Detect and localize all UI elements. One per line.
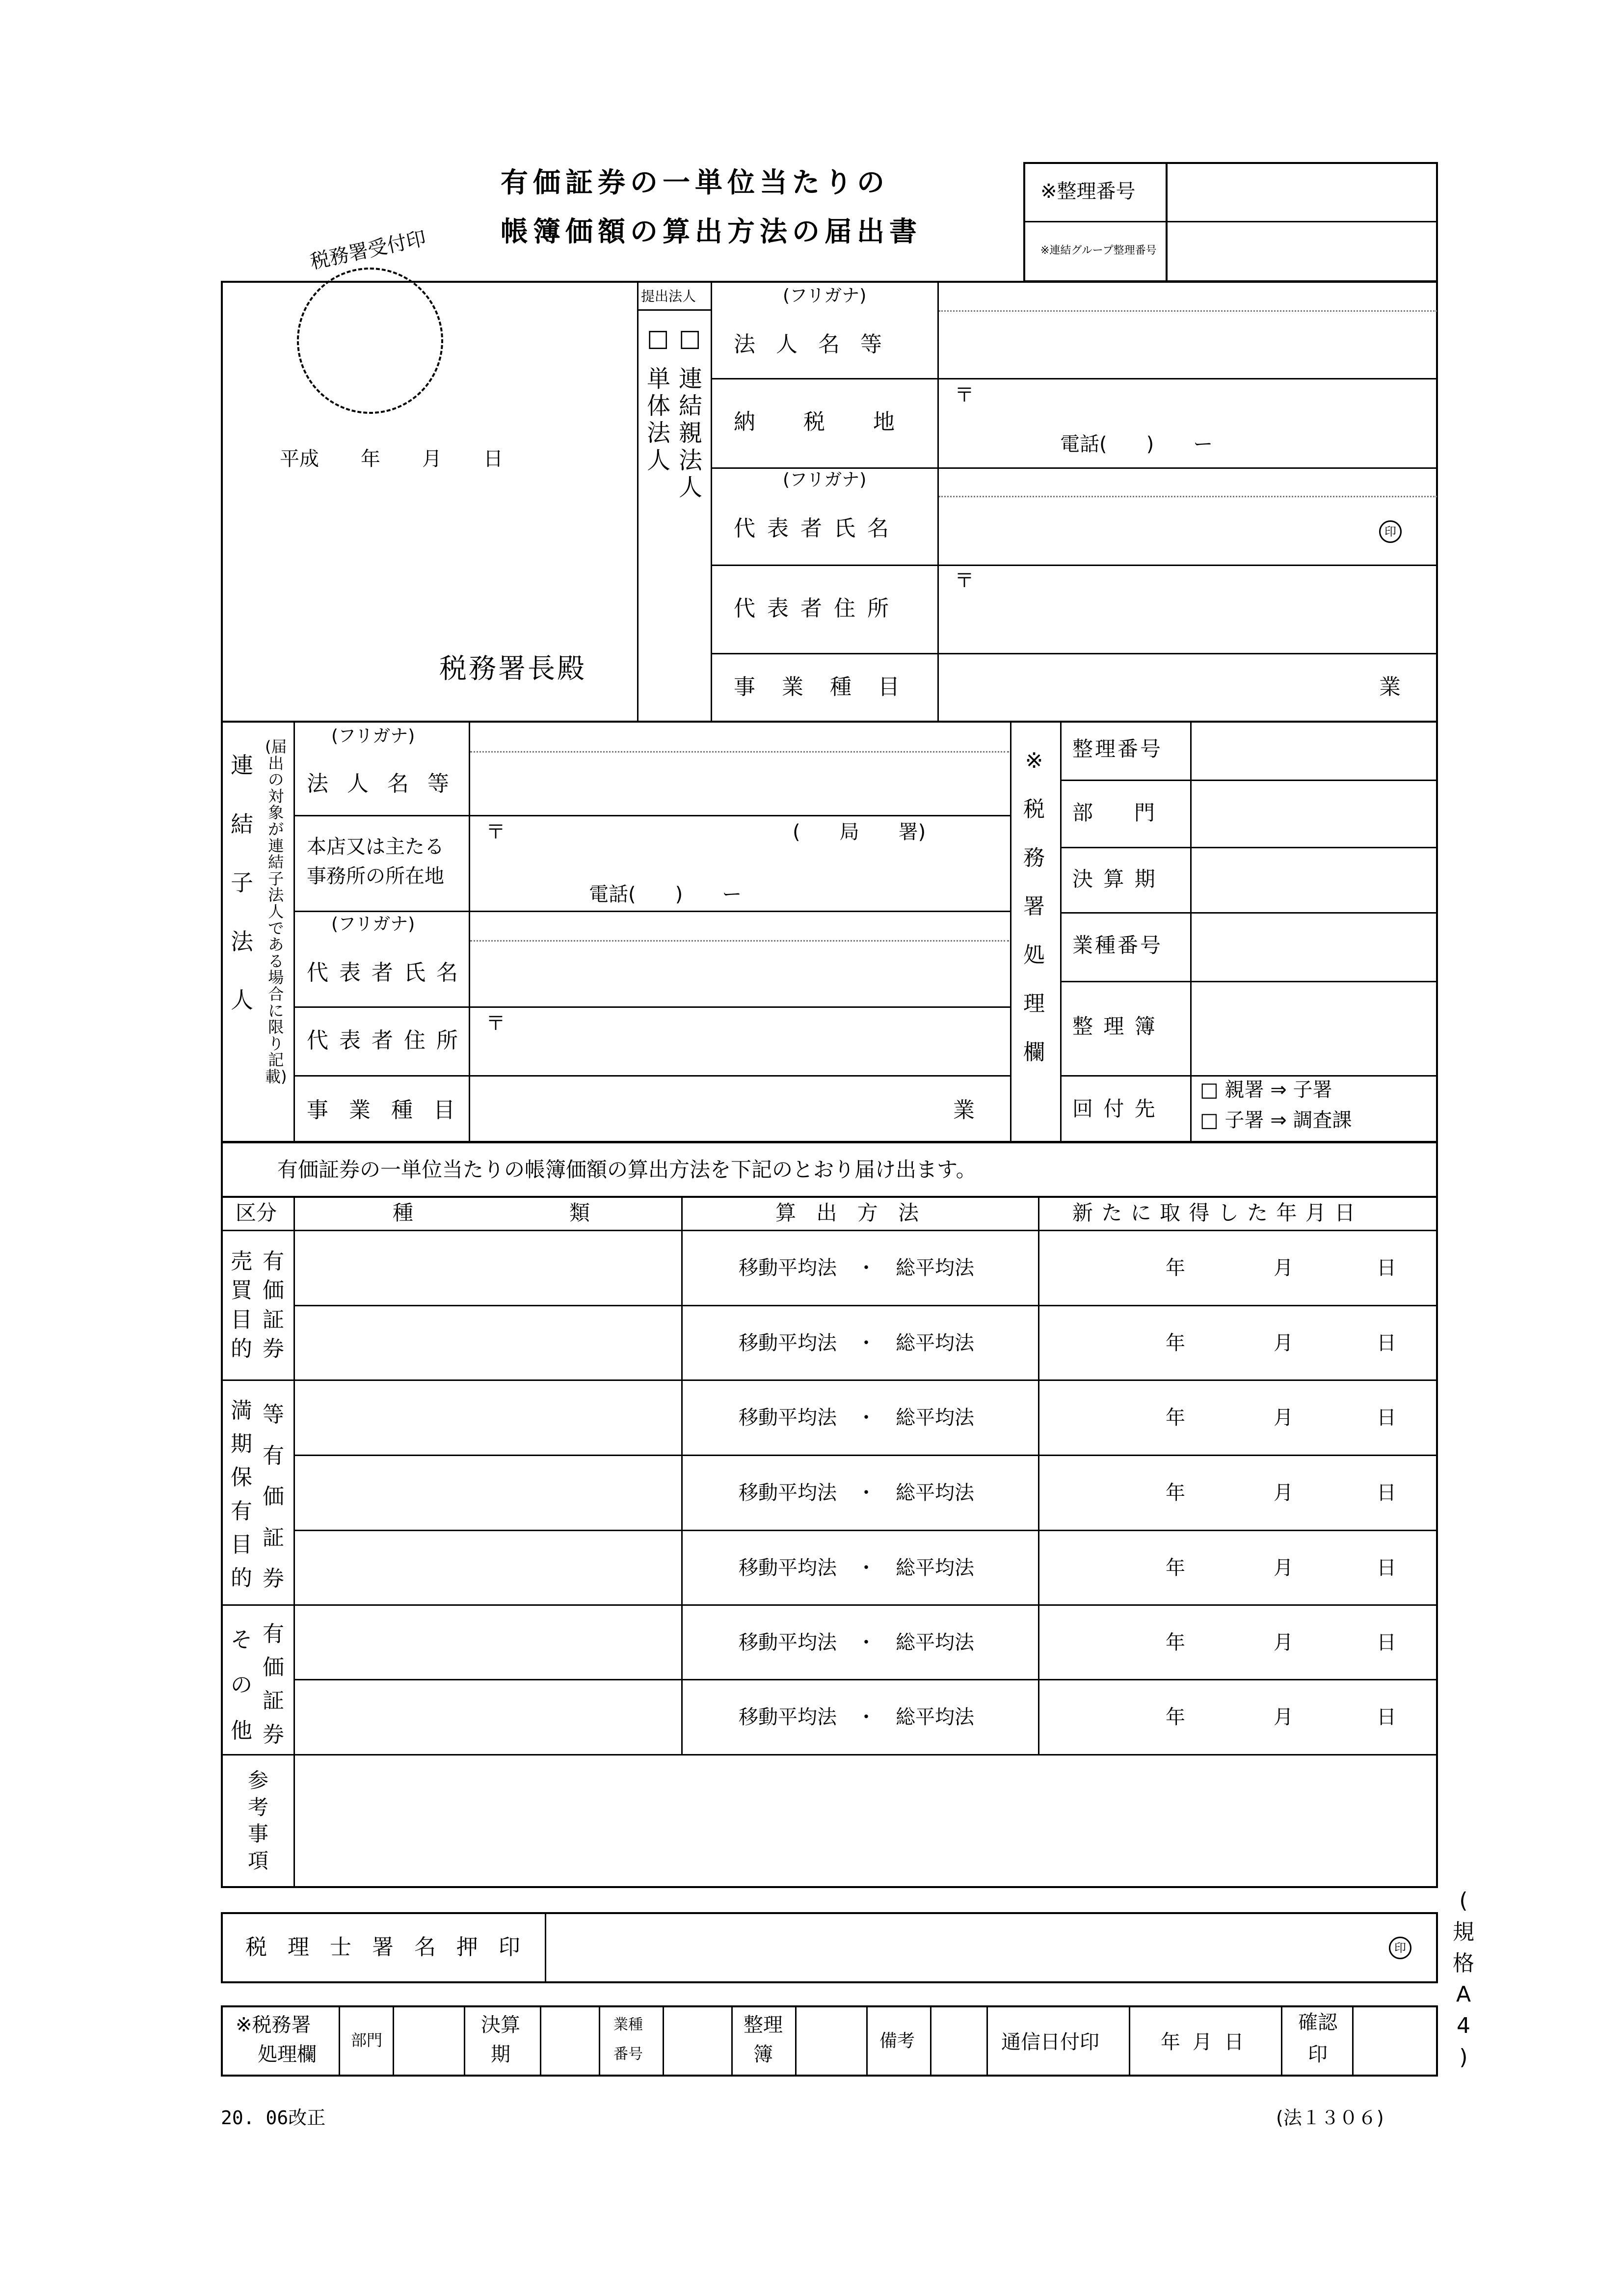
date-d: 日 <box>1377 1631 1396 1654</box>
table-row[interactable] <box>294 1531 1437 1605</box>
table-row[interactable] <box>294 1680 1437 1754</box>
date-y: 年 <box>1166 1332 1185 1354</box>
route-parent-to-child[interactable]: □ 親署 ⇒ 子署 <box>1200 1079 1332 1101</box>
sub-furigana-label-2: (フリガナ) <box>331 914 415 934</box>
col-shurui: 種 類 <box>393 1201 605 1225</box>
bottom-kakunin-1: 確認 <box>1298 2011 1337 2034</box>
date-year: 年 <box>361 448 380 470</box>
seal-2: 印 <box>1389 1937 1411 1959</box>
bottom-office-1: ※税務署 <box>236 2014 311 2036</box>
bottom-kessan-2: 期 <box>491 2043 510 2066</box>
cat-trading-left: 売 買 目 的 <box>231 1249 252 1362</box>
method-choice[interactable]: 移動平均法 ・ 総平均法 <box>739 1706 974 1729</box>
subsidiary-side-label: 連 結 子 法 人 <box>231 752 253 1014</box>
date-y: 年 <box>1166 1482 1185 1504</box>
date-y: 年 <box>1166 1631 1185 1654</box>
table-row[interactable] <box>294 1456 1437 1530</box>
entity-type-header: 提出法人 <box>641 288 696 304</box>
bottom-seiri-2: 簿 <box>753 2043 773 2066</box>
date-m: 月 <box>1274 1332 1293 1354</box>
sub-business-label: 事 業 種 目 <box>307 1098 462 1123</box>
paper-size-note: ( 規 格 A 4 ) <box>1453 1888 1474 2070</box>
office-use-side-label: ※ 税 務 署 処 理 欄 <box>1023 748 1045 1065</box>
method-choice[interactable]: 移動平均法 ・ 総平均法 <box>739 1406 974 1429</box>
date-d: 日 <box>1377 1706 1396 1729</box>
table-row[interactable] <box>294 1381 1437 1455</box>
date-y: 年 <box>1166 1257 1185 1279</box>
bottom-bumon: 部門 <box>351 2031 383 2050</box>
furigana-label-1: (フリガナ) <box>783 286 867 306</box>
date-d: 日 <box>1377 1557 1396 1579</box>
cat-held-to-maturity-right: 等 有 価 証 券 <box>263 1402 284 1592</box>
form-title-line1: 有価証券の一単位当たりの <box>501 167 889 199</box>
table-row[interactable] <box>294 1306 1437 1380</box>
sub-bureau[interactable]: ( 局 署) <box>793 821 926 843</box>
sub-phone[interactable]: 電話( ) ー <box>589 883 742 906</box>
furigana-label-2: (フリガナ) <box>783 470 867 490</box>
submission-date[interactable] <box>280 449 503 469</box>
sub-furigana-label-1: (フリガナ) <box>331 726 415 746</box>
cat-other-right: 有 価 証 券 <box>263 1621 284 1747</box>
date-y: 年 <box>1166 1557 1185 1579</box>
date-month: 月 <box>422 448 442 470</box>
method-choice[interactable]: 移動平均法 ・ 総平均法 <box>739 1332 974 1354</box>
bottom-office-row <box>221 2005 1438 2077</box>
date-d: 日 <box>1377 1332 1396 1354</box>
postal-mark-1: 〒 <box>955 384 974 406</box>
office-bumon-label: 部 門 <box>1072 801 1155 825</box>
seal-1: 印 <box>1379 520 1402 543</box>
cat-held-to-maturity-left: 満 期 保 有 目 的 <box>231 1398 252 1591</box>
addressee: 税務署長殿 <box>439 653 586 685</box>
method-choice[interactable]: 移動平均法 ・ 総平均法 <box>739 1482 974 1504</box>
rep-name-input[interactable] <box>940 500 1436 564</box>
method-choice[interactable]: 移動平均法 ・ 総平均法 <box>739 1557 974 1579</box>
sub-rep-address-input[interactable] <box>471 1009 1009 1074</box>
bottom-gyoshu-1: 業種 <box>613 2016 643 2033</box>
bottom-gyoshu-2: 番号 <box>613 2046 643 2063</box>
date-d: 日 <box>1377 1406 1396 1429</box>
cat-trading-right: 有 価 証 券 <box>263 1249 284 1362</box>
sub-rep-address-label: 代 表 者 住 所 <box>307 1028 460 1053</box>
office-gyoshu-label: 業種番号 <box>1072 933 1163 957</box>
checkbox-tan[interactable]: □ <box>647 324 669 352</box>
method-choice[interactable]: 移動平均法 ・ 総平均法 <box>739 1631 974 1654</box>
tax-accountant-label: 税 理 士 署 名 押 印 <box>245 1935 527 1960</box>
sub-hq-label-2: 事務所の所在地 <box>307 865 444 888</box>
tax-place-label: 納 税 地 <box>734 409 915 434</box>
entity-type-single: 単 体 法 人 <box>647 365 671 474</box>
entity-type-consolidated-parent: 連 結 親 法 人 <box>679 365 703 501</box>
business-label: 事 業 種 目 <box>734 675 909 700</box>
bottom-kessan-1: 決算 <box>481 2014 520 2036</box>
reference-label: 参 考 事 項 <box>248 1768 269 1873</box>
seiri-number-input[interactable] <box>1168 164 1436 220</box>
renketsu-number-input[interactable] <box>1168 223 1436 280</box>
sub-rep-name-label: 代 表 者 氏 名 <box>307 960 460 985</box>
date-m: 月 <box>1274 1557 1293 1579</box>
phone-1[interactable]: 電話( ) ー <box>1060 433 1213 456</box>
method-choice[interactable]: 移動平均法 ・ 総平均法 <box>739 1257 974 1279</box>
date-m: 月 <box>1274 1257 1293 1279</box>
date-d: 日 <box>1377 1482 1396 1504</box>
office-seiribo-label: 整 理 簿 <box>1072 1014 1157 1038</box>
bottom-seiri-1: 整理 <box>744 2014 783 2036</box>
receipt-stamp-circle <box>297 268 443 414</box>
sub-hq-label-1: 本店又は主たる <box>307 836 444 858</box>
office-kaifu-label: 回 付 先 <box>1072 1097 1157 1121</box>
office-kessan-label: 決 算 期 <box>1072 867 1157 891</box>
date-m: 月 <box>1274 1406 1293 1429</box>
date-y: 年 <box>1166 1406 1185 1429</box>
checkbox-renketsu[interactable]: □ <box>679 324 701 352</box>
date-m: 月 <box>1274 1631 1293 1654</box>
route-child-to-audit[interactable]: □ 子署 ⇒ 調査課 <box>1200 1109 1352 1132</box>
form-title-line2: 帳簿価額の算出方法の届出書 <box>501 216 922 248</box>
bottom-kakunin-2: 印 <box>1308 2043 1328 2066</box>
date-d: 日 <box>1377 1257 1396 1279</box>
revision-note: 20. 06改正 <box>221 2107 326 2129</box>
col-kubun: 区分 <box>236 1201 277 1225</box>
date-era: 平成 <box>280 448 319 470</box>
postal-mark-2: 〒 <box>955 569 974 592</box>
date-y: 年 <box>1166 1706 1185 1729</box>
sub-corp-name-label: 法 人 名 等 <box>307 771 455 796</box>
rep-address-input[interactable] <box>940 567 1436 651</box>
tax-accountant-input[interactable] <box>547 1915 1436 1981</box>
bottom-office-2: 処理欄 <box>258 2043 317 2066</box>
subsidiary-note: (届 出 の 対 象 が 連 結 子 法 人 で あ る 場 合 に 限 り 記 載) <box>265 737 287 1086</box>
sub-corp-name-input[interactable] <box>471 754 1009 813</box>
corp-name-label: 法 人 名 等 <box>734 332 889 357</box>
table-row[interactable] <box>294 1231 1437 1305</box>
sub-rep-name-input[interactable] <box>471 943 1009 1005</box>
sub-postal-mark-2: 〒 <box>486 1012 506 1035</box>
date-m: 月 <box>1274 1706 1293 1729</box>
seiri-number-label: ※整理番号 <box>1040 180 1136 203</box>
rep-address-label: 代 表 者 住 所 <box>734 596 891 621</box>
stamp-label: 税務署受付印 <box>308 227 428 274</box>
business-gyo-1: 業 <box>1379 675 1401 700</box>
sub-business-gyo: 業 <box>953 1098 975 1123</box>
reference-input[interactable] <box>297 1757 1436 1885</box>
date-m: 月 <box>1274 1482 1293 1504</box>
bottom-tsushin: 通信日付印 <box>1001 2031 1099 2053</box>
office-seiri-label: 整理番号 <box>1072 737 1163 761</box>
sub-postal-mark-1: 〒 <box>486 821 506 843</box>
cat-other-left: そ の 他 <box>231 1627 252 1743</box>
bottom-ymd: 年 月 日 <box>1161 2031 1247 2053</box>
col-acq-date: 新 た に 取 得 し た 年 月 日 <box>1072 1201 1357 1225</box>
corp-name-input[interactable] <box>940 314 1436 377</box>
col-method: 算 出 方 法 <box>775 1201 926 1225</box>
declaration-text: 有価証券の一単位当たりの帳簿価額の算出方法を下記のとおり届け出ます。 <box>277 1158 977 1182</box>
bottom-biko: 備考 <box>879 2031 915 2051</box>
renketsu-number-label: ※連結グループ整理番号 <box>1040 244 1157 257</box>
date-day: 日 <box>483 448 503 470</box>
rep-name-label: 代 表 者 氏 名 <box>734 516 891 541</box>
form-code: (法１３０６) <box>1276 2107 1384 2129</box>
table-row[interactable] <box>294 1606 1437 1679</box>
